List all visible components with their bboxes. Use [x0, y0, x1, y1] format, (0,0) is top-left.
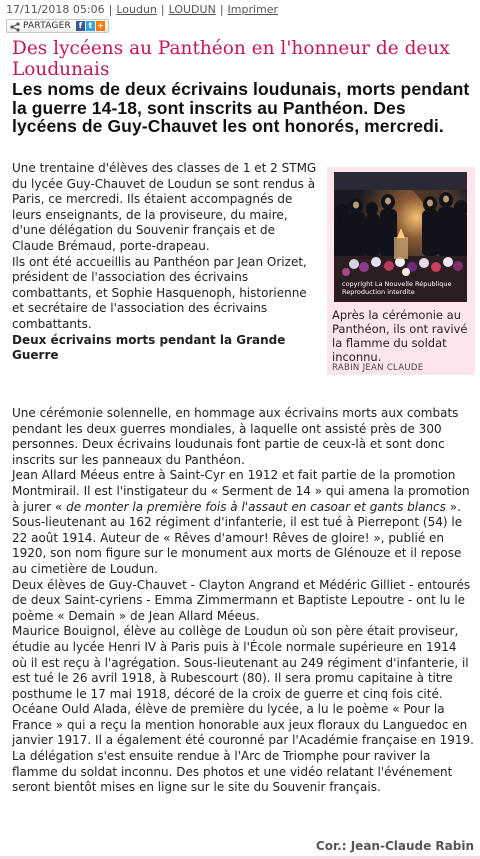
photo-figure: [327, 167, 475, 375]
photo-caption: Après la cérémonie au Panthéon, ils ont ravivé la flamme du soldat inconnu.: [332, 308, 468, 364]
article-body-bottom: [12, 406, 474, 796]
separator: |: [108, 3, 113, 16]
link-loudun[interactable]: Loudun: [116, 3, 157, 16]
article-credit: Cor.: Jean-Claude Rabin: [315, 839, 474, 853]
share-button[interactable]: [6, 19, 109, 33]
facebook-icon[interactable]: f: [76, 21, 85, 31]
share-icon: [10, 17, 20, 36]
ceremony-photo[interactable]: [334, 172, 467, 302]
plus-icon[interactable]: +: [97, 21, 104, 30]
paragraph: La délégation s'est ensuite rendue à l'Arc de Triomphe pour raviver la flamme du soldat inconnu. Des photos et une vidéo relatant l'événement seront bientôt mises en ligne sur le site du Souvenir français.: [12, 749, 453, 795]
paragraph: Maurice Bouignol, élève au collège de Loudun où son père était proviseur, étudie au lycée Henri IV à Paris puis à l'École normale supérieure en 1914 où il est reçu à l'agrégation. Sous-lieutenant au 249 régiment d'infanterie, il est tué le 26 avril 1918, à Rubescourt (80). Il sera promu capitaine à titre posthume le 17 mai 1918, décoré de la croix de guerre et cinq fois cité. Océane Ould Alada, élève de première du lycée, a lu le poème « Pour la France » qui a reçu la mention honorable aux jeux floraux du Languedoc en janvier 1917. Il a également été couronné par l'Académie française en 1919.: [12, 624, 474, 748]
subheading: Deux écrivains morts pendant la Grande Guerre: [12, 332, 286, 363]
publish-date: 17/11/2018 05:06: [6, 3, 105, 16]
quote: de monter la première fois à l'assaut en casoar et gants blancs: [66, 499, 446, 514]
article-body-top: [12, 161, 319, 364]
paragraph: Deux élèves de Guy-Chauvet - Clayton Angrand et Médéric Gilliet - entourés de deux Saint-cyriens - Emma Zimmermann et Baptiste Lepoutre - ont lu le poème « Demain » de Jean Allard Méeus.: [12, 577, 471, 623]
article-meta: [6, 3, 278, 17]
photo-author: RABIN JEAN CLAUDE: [332, 363, 424, 373]
separator: |: [219, 3, 224, 16]
share-label: PARTAGER: [23, 21, 71, 31]
paragraph: Jean Allard Méeus entre à Saint-Cyr en 1912 et fait partie de la promotion Montmirail. Il est l'instigateur du « Serment de 14 » qui amena la promotion à jurer « de monter la première fois à l'assaut en casoar et gants blancs ». Sous-lieutenant au 162 régiment d'infanterie, il est tué à Pierrepont (54) le 22 août 1914. Auteur de « Rêves d'amour! Rêves de gloire! », publié en 1920, son nom figure sur le monument aux morts de Glénouze et il repose au cimetière de Loudun.: [12, 468, 470, 576]
twitter-icon[interactable]: t: [86, 21, 95, 31]
paragraph: Une trentaine d'élèves des classes de 1 et 2 STMG du lycée Guy-Chauvet de Loudun se sont rendus à Paris, ce mercredi. Ils étaient accompagnés de leurs enseignants, de la proviseure, du maire, d'une délégation du Souvenir français et de Claude Brémaud, porte-drapeau.: [12, 161, 317, 253]
photo-credit: copyright La Nouvelle République Reproduction interdite: [342, 280, 452, 296]
link-loudun-caps[interactable]: LOUDUN: [168, 3, 216, 16]
separator: |: [160, 3, 165, 16]
article-lead: Les noms de deux écrivains loudunais, morts pendant la guerre 14-18, sont inscrits au Panthéon. Des lycéens de Guy-Chauvet les ont honorés, mercredi.: [12, 79, 470, 136]
paragraph: Une cérémonie solennelle, en hommage aux écrivains morts aux combats pendant les deux guerres mondiales, à laquelle ont assisté près de 300 personnes. Deux écrivains loudunais font partie de ceux-là et sont donc inscrits sur les panneaux du Panthéon.: [12, 406, 459, 467]
print-link[interactable]: Imprimer: [227, 3, 279, 16]
paragraph: Ils ont été accueillis au Panthéon par Jean Orizet, président de l'association des écrivains combattants, et Sophie Hasquenoph, historienne et secrétaire de l'association des écrivains combattants.: [12, 254, 307, 331]
article-title: Des lycéens au Panthéon en l'honneur de deux Loudunais: [12, 38, 450, 80]
